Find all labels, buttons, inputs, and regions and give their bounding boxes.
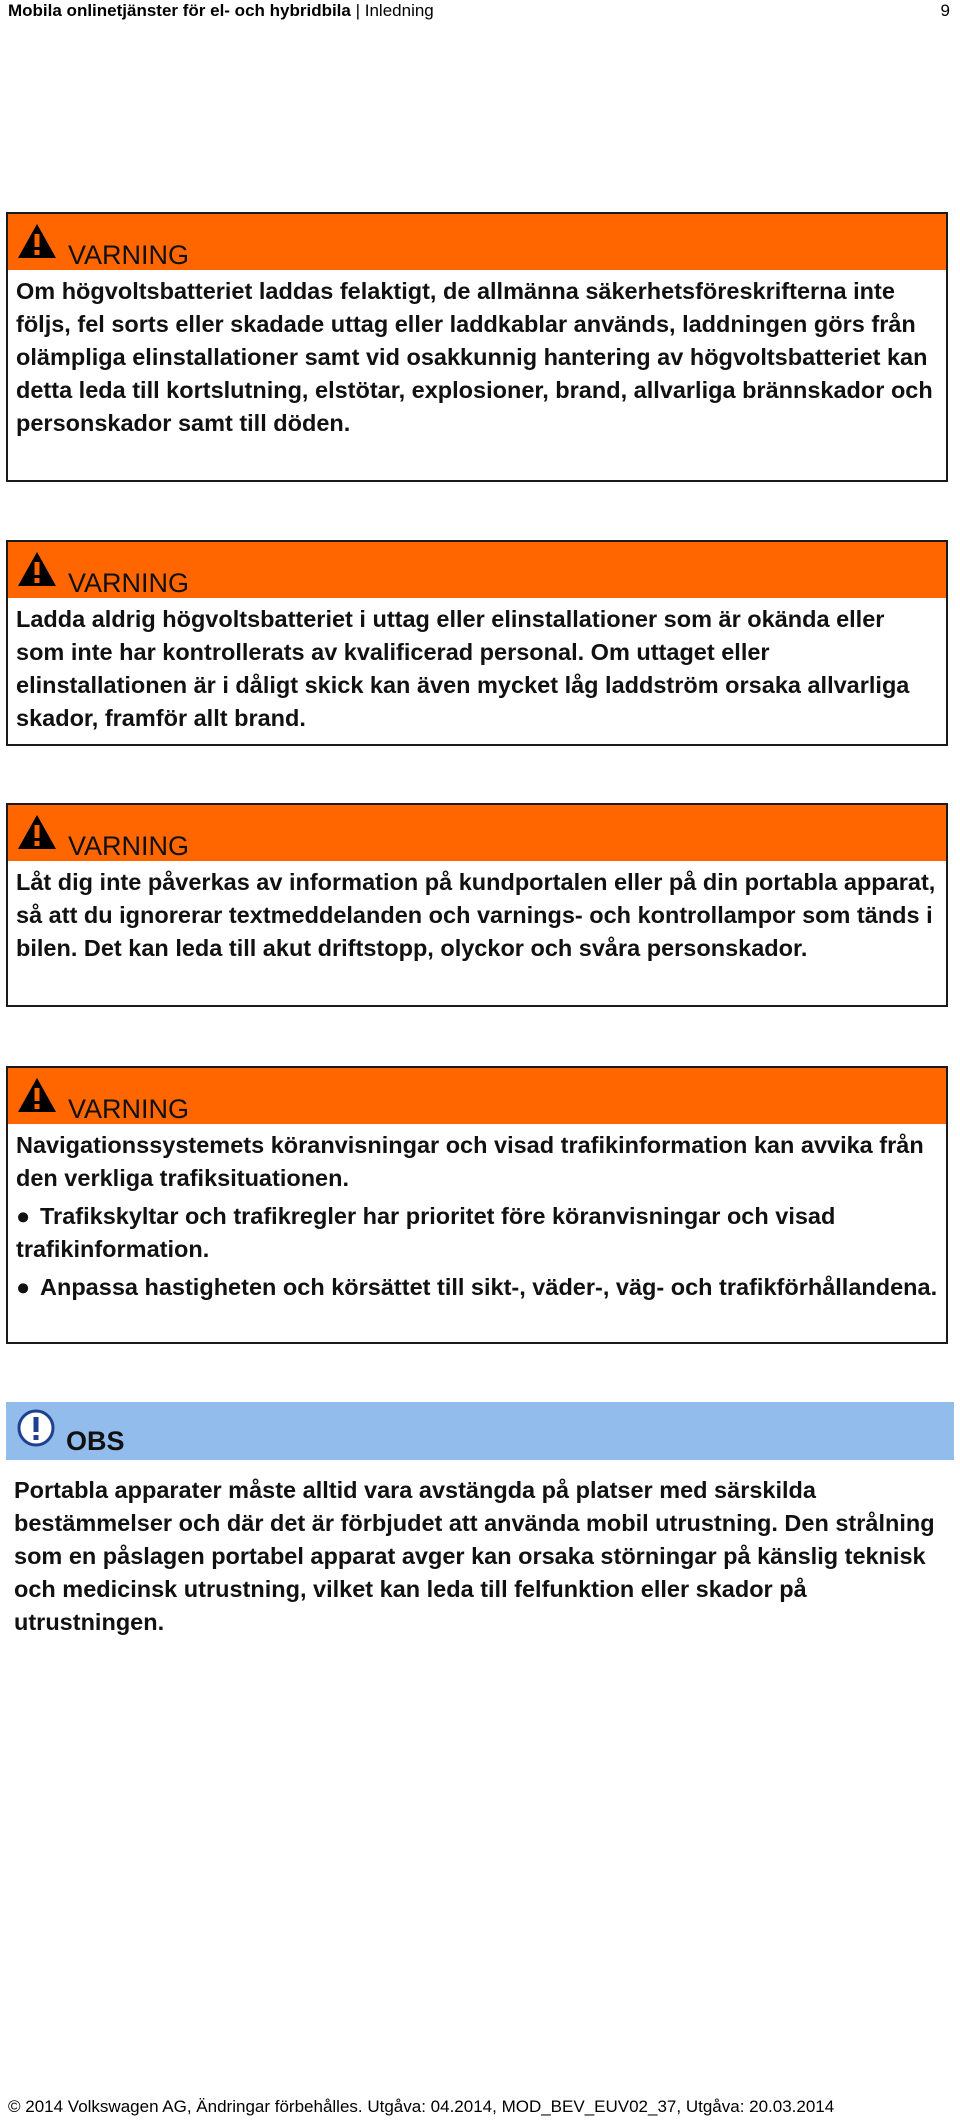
warning-triangle-icon [16, 813, 58, 851]
warning-box-1 [6, 212, 948, 482]
warning-triangle-icon [16, 550, 58, 588]
page-number: 9 [940, 1, 950, 20]
info-exclamation-icon [16, 1408, 56, 1448]
warning-body [8, 270, 946, 446]
warning-box-3 [6, 803, 948, 1007]
page-header [8, 0, 952, 22]
bullet-icon: ● [16, 1203, 31, 1229]
warning-header-bar [8, 542, 946, 598]
page-footer: © 2014 Volkswagen AG, Ändringar förbehålles. Utgåva: 04.2014, MOD_BEV_EUV02_37, Utgåva: 20.03.2014 [8, 2097, 835, 2116]
warning-text: Ladda aldrig högvoltsbatteriet i uttag eller elinstallationer som är okända eller som inte har kontrollerats av kvalificerad personal. Om uttaget eller elinstallationen är i dåligt skick kan även mycket låg laddström orsaka allvarliga skador, framför allt brand. [16, 606, 910, 731]
warning-header-bar [8, 214, 946, 270]
warning-body [8, 598, 946, 741]
warning-label: VARNING [68, 568, 190, 598]
warning-text: Om högvoltsbatteriet laddas felaktigt, de allmänna säkerhetsföreskrifterna inte följs, fel sorts eller skadade uttag eller laddkablar används, laddningen görs från olämpliga elinstallationer samt vid osakkunnig hantering av högvoltsbatteriet kan detta leda till kortslutning, elstötar, explosioner, brand, allvarliga brännskador och personskador samt till döden. [16, 278, 933, 436]
header-doc-title: Mobila onlinetjänster för el- och hybridbila [8, 1, 351, 20]
warning-body [8, 861, 946, 971]
warning-label: VARNING [68, 831, 190, 861]
notice-header-bar [6, 1402, 954, 1460]
header-section: Inledning [364, 1, 434, 20]
warning-text: Låt dig inte påverkas av information på kundportalen eller på din portabla apparat, så att du ignorerar textmeddelanden och varnings- och kontrollampor som tänds i bilen. Det kan leda till akut driftstopp, olyckor och svåra personskador. [16, 869, 936, 961]
warning-body [8, 1124, 946, 1310]
warning-triangle-icon [16, 1076, 58, 1114]
bullet-icon: ● [16, 1274, 31, 1300]
warning-label: VARNING [68, 240, 190, 270]
warning-label: VARNING [68, 1094, 190, 1124]
warning-header-bar [8, 805, 946, 861]
header-separator: | [350, 1, 365, 20]
bullet-text: Trafikskyltar och trafikregler har prioritet före köranvisningar och visad trafikinformation. [16, 1203, 836, 1262]
notice-text: Portabla apparater måste alltid vara avstängda på platser med särskilda bestämmelser och där det är förbjudet att använda mobil utrustning. Den strålning som en påslagen portabel apparat avger kan orsaka störningar på känslig teknisk och medicinsk utrustning, vilket kan leda till felfunktion eller skador på utrustningen. [14, 1477, 935, 1635]
header-title [8, 0, 434, 22]
bullet-item [16, 1200, 938, 1266]
warning-box-4 [6, 1066, 948, 1344]
warning-box-2 [6, 540, 948, 746]
warning-triangle-icon [16, 222, 58, 260]
notice-label: OBS [66, 1426, 125, 1456]
warning-text: Navigationssystemets köranvisningar och visad trafikinformation kan avvika från den verkliga trafiksituationen. [16, 1132, 924, 1191]
bullet-text: Anpassa hastigheten och körsättet till sikt-, väder-, väg- och trafikförhållandena. [40, 1274, 938, 1300]
warning-header-bar [8, 1068, 946, 1124]
bullet-item [16, 1271, 938, 1304]
